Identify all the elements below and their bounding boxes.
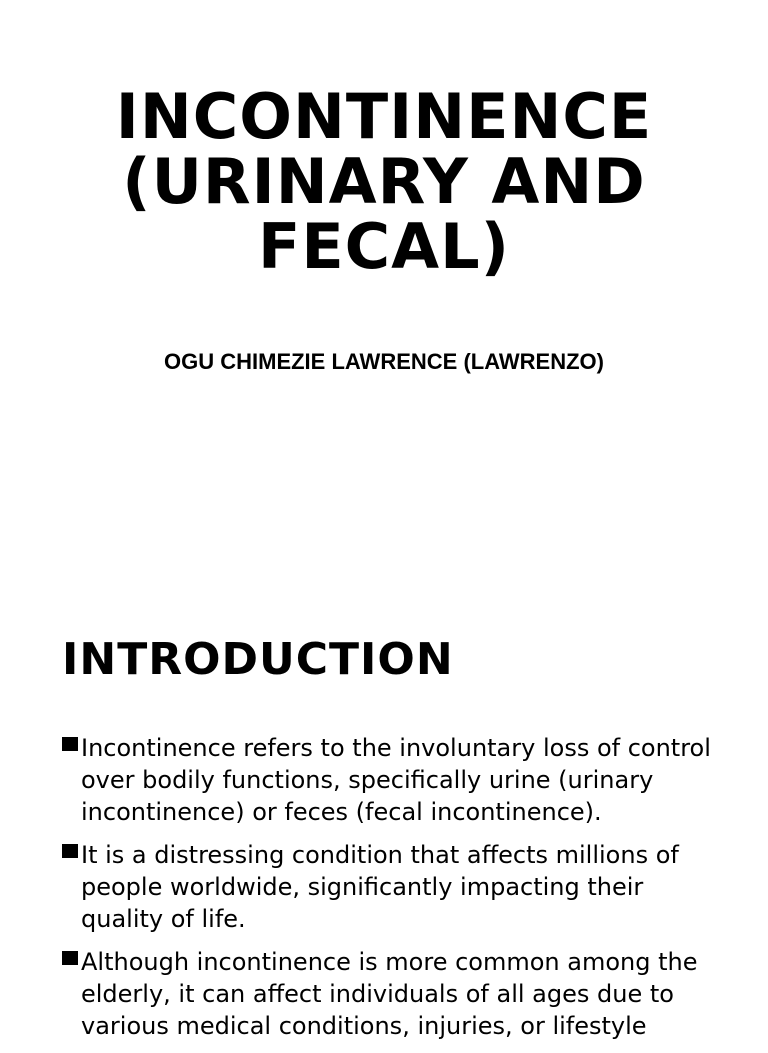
bullet-text: It is a distressing condition that affects millions of people worldwide, significantly impacting their quality of life. bbox=[81, 841, 679, 933]
bullet-item bbox=[62, 946, 722, 1042]
bullet-list bbox=[62, 732, 722, 1053]
introduction-slide bbox=[0, 600, 768, 1040]
slide-heading: INTRODUCTION bbox=[62, 634, 454, 685]
presentation-title bbox=[0, 80, 768, 283]
bullet-text: Although incontinence is more common among the elderly, it can affect individuals of all ages due to various medical conditions, injuries, or lifestyle bbox=[81, 948, 698, 1040]
bullet-item bbox=[62, 732, 722, 828]
title-line: (URINARY AND bbox=[122, 145, 646, 218]
title-line: FECAL) bbox=[257, 210, 511, 283]
square-bullet-icon bbox=[62, 737, 78, 751]
square-bullet-icon bbox=[62, 844, 78, 858]
bullet-text: Incontinence refers to the involuntary loss of control over bodily functions, specifically urine (urinary incontinence) or feces (fecal incontinence). bbox=[81, 734, 711, 826]
square-bullet-icon bbox=[62, 951, 78, 965]
title-line: INCONTINENCE bbox=[115, 80, 653, 153]
author-subtitle: OGU CHIMEZIE LAWRENCE (LAWRENZO) bbox=[164, 349, 604, 374]
bullet-item bbox=[62, 839, 722, 935]
